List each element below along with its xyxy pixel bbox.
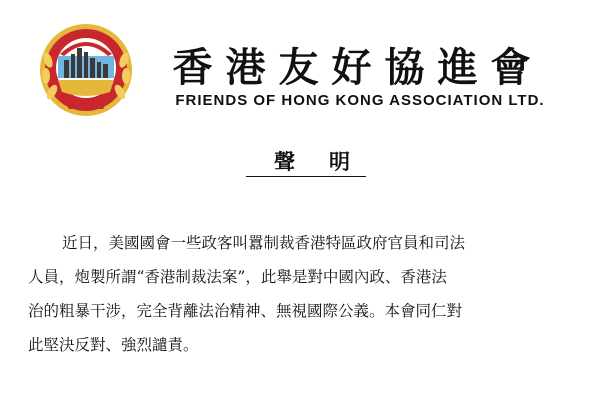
organization-name-english: FRIENDS OF HONG KONG ASSOCIATION LTD. <box>175 92 545 109</box>
document-title: 聲明 <box>274 149 384 174</box>
organization-name-chinese: 香港友好協進會 <box>172 44 544 91</box>
statement-body <box>28 226 576 362</box>
title-underline <box>246 176 366 177</box>
statement-line: 此堅決反對、強烈譴責。 <box>28 336 199 354</box>
statement-line: 治的粗暴干涉，完全背離法治精神、無視國際公義。本會同仁對 <box>28 302 463 320</box>
statement-line: 人員，炮製所謂“香港制裁法案”，此舉是對中國內政、香港法 <box>28 268 447 286</box>
emblem-bottom-banner <box>68 100 104 109</box>
statement-line: 近日，美國國會一些政客叫囂制裁香港特區政府官員和司法 <box>62 234 466 252</box>
association-emblem-icon <box>34 20 138 124</box>
